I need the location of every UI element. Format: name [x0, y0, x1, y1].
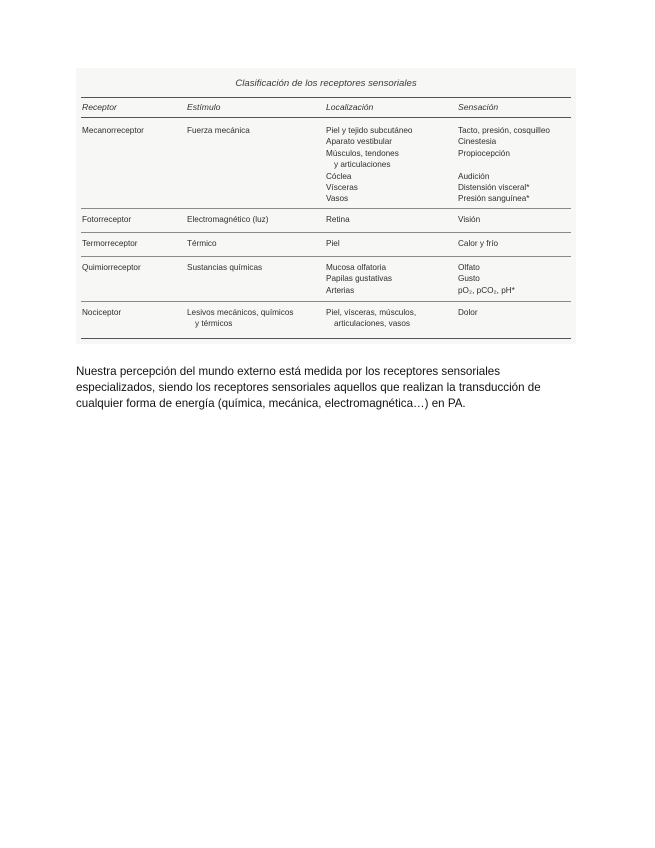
- cell-sensacion: [458, 307, 478, 318]
- cell-line: Músculos, tendones: [326, 148, 399, 158]
- cell-line: Papilas gustativas: [326, 274, 392, 284]
- cell-line: Propiocepción: [458, 148, 510, 158]
- cell-line: Sustancias químicas: [187, 263, 263, 272]
- cell-line: Retina: [326, 215, 350, 224]
- cell-localizacion: [326, 307, 416, 330]
- table-title: Clasificación de los receptores sensoriales: [235, 78, 417, 89]
- cell-line: Aparato vestibular: [326, 137, 392, 147]
- row-separator: [81, 256, 571, 257]
- cell-line: Fotorreceptor: [82, 215, 132, 224]
- cell-line: Visión: [458, 215, 481, 224]
- cell-receptor: [82, 214, 131, 225]
- paragraph-line: cualquier forma de energía (química, mecánica, electromagnética…) en PA.: [76, 397, 466, 410]
- cell-estimulo: [187, 238, 217, 249]
- table-bottom-rule: [81, 338, 571, 339]
- row-separator: [81, 208, 571, 209]
- cell-sensacion: [458, 238, 498, 249]
- header-sensacion: Sensación: [458, 102, 499, 112]
- body-paragraph: [76, 364, 576, 412]
- cell-line: Mecanorreceptor: [82, 126, 144, 135]
- cell-line: Nociceptor: [82, 308, 122, 317]
- cell-line: y térmicos: [195, 319, 233, 329]
- cell-line: Gusto: [458, 274, 480, 284]
- cell-receptor: [82, 262, 141, 273]
- cell-estimulo: [187, 214, 268, 225]
- cell-line: Electromagnético (luz): [187, 215, 269, 224]
- cell-sensacion: [458, 125, 550, 205]
- cell-sensacion: [458, 262, 515, 296]
- cell-receptor: [82, 238, 138, 249]
- cell-line: Audición: [458, 171, 490, 181]
- cell-line: Vasos: [326, 194, 349, 204]
- cell-estimulo: [187, 307, 293, 330]
- cell-localizacion: [326, 125, 412, 205]
- cell-line: Dolor: [458, 308, 478, 317]
- header-bottom-rule: [81, 117, 571, 118]
- cell-line: Cóclea: [326, 171, 352, 181]
- receptor-table-image: [76, 68, 576, 344]
- cell-estimulo: [187, 262, 262, 273]
- cell-line: Térmico: [187, 239, 217, 248]
- cell-line: Quimiorreceptor: [82, 263, 141, 272]
- paragraph-line: Nuestra percepción del mundo externo está medida por los receptores sensoriales: [76, 365, 501, 378]
- cell-line: articulaciones, vasos: [334, 319, 410, 329]
- header-receptor: Receptor: [82, 102, 117, 112]
- cell-sensacion: [458, 214, 480, 225]
- cell-localizacion: [326, 238, 340, 249]
- cell-line: Piel: [326, 239, 340, 248]
- cell-line: Piel y tejido subcutáneo: [326, 126, 413, 135]
- cell-line: Olfato: [458, 263, 480, 272]
- cell-line: Termorreceptor: [82, 239, 138, 248]
- cell-line: y articulaciones: [334, 160, 391, 170]
- header-localizacion: Localización: [326, 102, 374, 112]
- cell-line: Fuerza mecánica: [187, 126, 250, 135]
- cell-line: Calor y frío: [458, 239, 499, 248]
- cell-receptor: [82, 125, 144, 136]
- cell-localizacion: [326, 262, 392, 296]
- header-estimulo: Estímulo: [187, 102, 221, 112]
- cell-line: Piel, vísceras, músculos,: [326, 308, 417, 317]
- cell-line: Distensión visceral*: [458, 183, 530, 193]
- cell-line: Lesivos mecánicos, químicos: [187, 308, 294, 317]
- cell-line: Presión sanguínea*: [458, 194, 530, 204]
- cell-line: [458, 159, 550, 170]
- paragraph-line: especializados, siendo los receptores sensoriales aquellos que realizan la transducción de: [76, 381, 541, 394]
- cell-line: pO₂, pCO₂, pH*: [458, 285, 515, 295]
- cell-line: Arterias: [326, 285, 355, 295]
- cell-line: Cinestesia: [458, 137, 497, 147]
- cell-line: Vísceras: [326, 183, 358, 193]
- cell-estimulo: [187, 125, 250, 136]
- row-separator: [81, 232, 571, 233]
- row-separator: [81, 301, 571, 302]
- cell-localizacion: [326, 214, 350, 225]
- cell-line: Tacto, presión, cosquilleo: [458, 126, 550, 135]
- table-top-rule: [81, 97, 571, 98]
- cell-line: Mucosa olfatoria: [326, 263, 387, 272]
- cell-receptor: [82, 307, 121, 318]
